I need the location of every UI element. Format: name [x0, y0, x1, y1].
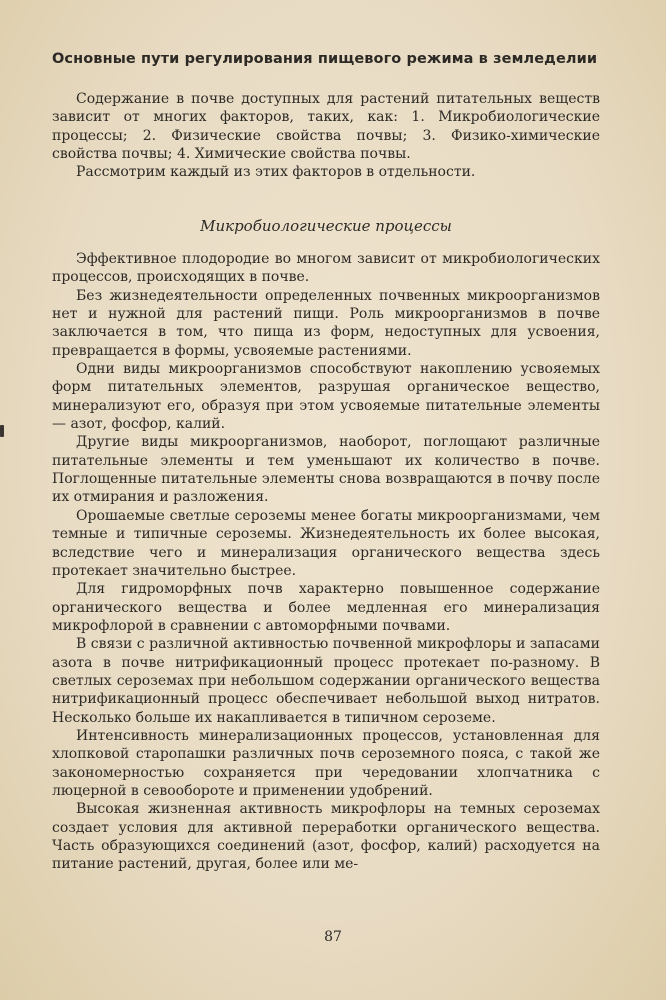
- paragraph: Одни виды микроорганизмов способствуют накоплению усвояемых форм питательных элементов, разрушая органическое вещество, минерализуют его, образуя при этом усвояемые питательные элементы — азот, фосфор, калий.: [52, 361, 600, 433]
- paragraph: В связи с различной активностью почвенной микрофлоры и запасами азота в почве нитрификационный процесс протекает по-разному. В светлых сероземах при небольшом содержании органического вещества нитрификационный процесс обеспечивает небольшой выход нитратов. Несколько больше их накапливается в типичном сероземе.: [52, 636, 600, 726]
- section-heading: Основные пути регулирования пищевого режима в земледелии: [52, 51, 598, 67]
- subsection-heading: Микробиологические процессы: [200, 217, 452, 235]
- paragraph: Эффективное плодородие во многом зависит от микробиологических процессов, происходящих в почве.: [52, 251, 600, 286]
- paragraph: Высокая жизненная активность микрофлоры на темных сероземах создает условия для активной переработки органического вещества. Часть образующихся соединений (азот, фосфор, калий) расходуется на питание растений, другая, более или ме-: [52, 801, 600, 873]
- body-text: [52, 250, 600, 874]
- intro-text: [52, 90, 600, 181]
- paragraph: Без жизнедеятельности определенных почвенных микроорганизмов нет и нужной для растений пищи. Роль микроорганизмов в почве заключается в том, что пища из форм, недоступных для усвоения, превращается в формы, усвояемые растениями.: [52, 287, 600, 359]
- paragraph: Другие виды микроорганизмов, наоборот, поглощают различные питательные элементы и тем уменьшают их количество в почве. Поглощенные питательные элементы снова возвращаются в почву после их отмирания и разложения.: [52, 434, 600, 506]
- page-number: 87: [324, 929, 342, 945]
- paragraph: Рассмотрим каждый из этих факторов в отдельности.: [76, 164, 476, 181]
- paragraph: Интенсивность минерализационных процессов, установленная для хлопковой старопашки различных почв сероземного пояса, с такой же закономерностью сохраняется при чередовании хлопчатника с люцерной в севообороте и применении удобрений.: [52, 727, 600, 799]
- paragraph: Орошаемые светлые сероземы менее богаты микроорганизмами, чем темные и типичные сероземы. Жизнедеятельность их более высокая, вследствие чего и минерализация органического вещества здесь протекает значительно быстрее.: [52, 507, 600, 579]
- paragraph: Содержание в почве доступных для растений питательных веществ зависит от многих факторов, таких, как: 1. Микробиологические процессы; 2. Физические свойства почвы; 3. Физико-химические свойства почвы; 4. Химические свойства почвы.: [52, 91, 600, 162]
- paragraph: Для гидроморфных почв характерно повышенное содержание органического вещества и более медленная его минерализация микрофлорой в сравнении с автоморфными почвами.: [52, 581, 600, 634]
- margin-mark: [0, 425, 4, 437]
